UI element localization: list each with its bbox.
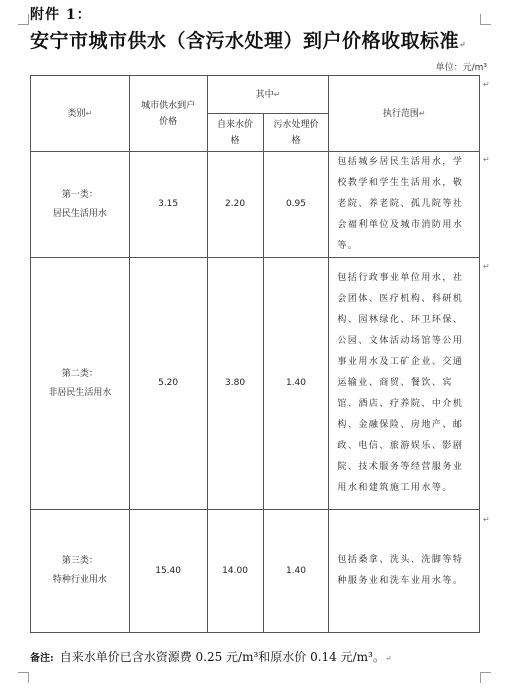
scope-cell: 包括城乡居民生活用水，学校教学和学生生活用水，敬老院、养老院、孤儿院等社会福利单位及城市消防用水等。 xyxy=(329,152,480,258)
category-line2: 特种行业用水 xyxy=(52,575,107,585)
paragraph-mark: ↵ xyxy=(85,108,93,118)
tap-price-cell: 3.80 xyxy=(207,258,263,510)
tap-price-cell: 14.00 xyxy=(207,510,263,633)
total-price-cell: 15.40 xyxy=(129,510,207,633)
header-total-price xyxy=(129,76,207,152)
footnote xyxy=(30,648,392,665)
page-corner-mark xyxy=(480,14,491,25)
document-title xyxy=(30,26,466,53)
sewage-price-cell: 1.40 xyxy=(263,258,329,510)
row-end-mark: ↵ xyxy=(483,515,490,524)
category-line1: 第二类： xyxy=(61,368,98,379)
header-tap-water-text: 自来水价格 xyxy=(217,119,254,146)
paragraph-mark: ↵ xyxy=(459,39,467,49)
total-price-cell: 5.20 xyxy=(129,258,207,510)
header-including xyxy=(207,76,329,114)
category-line1: 第三类： xyxy=(61,556,98,566)
row-end-mark: ↵ xyxy=(483,262,490,271)
paragraph-mark: ↵ xyxy=(384,654,392,663)
total-price-cell: 3.15 xyxy=(129,152,207,258)
header-category xyxy=(31,76,130,152)
paragraph-mark: ↵ xyxy=(418,108,426,118)
category-line2: 居民生活用水 xyxy=(52,208,107,219)
header-including-text: 其中 xyxy=(255,89,274,100)
category-cell xyxy=(31,152,130,258)
attachment-label: 附件 1： xyxy=(30,7,92,23)
row-end-mark: ↵ xyxy=(483,80,490,89)
table-row xyxy=(31,510,480,633)
title-text: 安宁市城市供水（含污水处理）到户价格收取标准 xyxy=(30,30,460,52)
header-row xyxy=(31,76,480,114)
header-scope xyxy=(329,76,480,152)
sewage-price-cell: 0.95 xyxy=(263,152,329,258)
scope-cell: 包括桑拿、洗头、洗脚等特种服务业和洗车业用水等。 xyxy=(329,510,480,633)
category-line1: 第一类： xyxy=(61,189,98,200)
header-tap-water xyxy=(207,114,263,152)
page-corner-mark xyxy=(480,672,491,683)
page-corner-mark xyxy=(18,672,29,683)
tap-price-cell: 2.20 xyxy=(207,152,263,258)
price-table xyxy=(30,75,480,633)
category-line2: 非居民生活用水 xyxy=(48,387,112,398)
header-total-price-text: 城市供水到户价格 xyxy=(141,100,196,127)
unit-label: 单位：元/m³ xyxy=(435,63,487,73)
header-sewage-text: 污水处理价格 xyxy=(273,119,319,146)
row-end-mark: ↵ xyxy=(483,155,490,164)
footnote-text: 自来水单价已含水资源费 0.25 元/m³和原水价 0.14 元/m³。 xyxy=(59,650,385,664)
footnote-label: 备注: xyxy=(30,653,54,664)
table-row xyxy=(31,258,480,510)
scope-cell: 包括行政事业单位用水，社会团体、医疗机构、科研机构、园林绿化、环卫环保、公园、文体活动场馆等公用事业用水及工矿企业、交通运输业、商贸、餐饮、宾馆、酒店、疗养院、中介机构、金融保险、房地产、邮政、电信、旅游娱乐、影剧院、技术服务等经营服务业用水和建筑施工用水等。 xyxy=(329,258,480,510)
header-category-text: 类别 xyxy=(67,108,86,119)
category-cell xyxy=(31,510,130,633)
paragraph-mark: ↵ xyxy=(273,89,281,99)
header-scope-text: 执行范围 xyxy=(382,108,419,119)
header-sewage xyxy=(263,114,329,152)
page-corner-mark xyxy=(18,14,29,25)
category-cell xyxy=(31,258,130,510)
sewage-price-cell: 1.40 xyxy=(263,510,329,633)
table-row xyxy=(31,152,480,258)
